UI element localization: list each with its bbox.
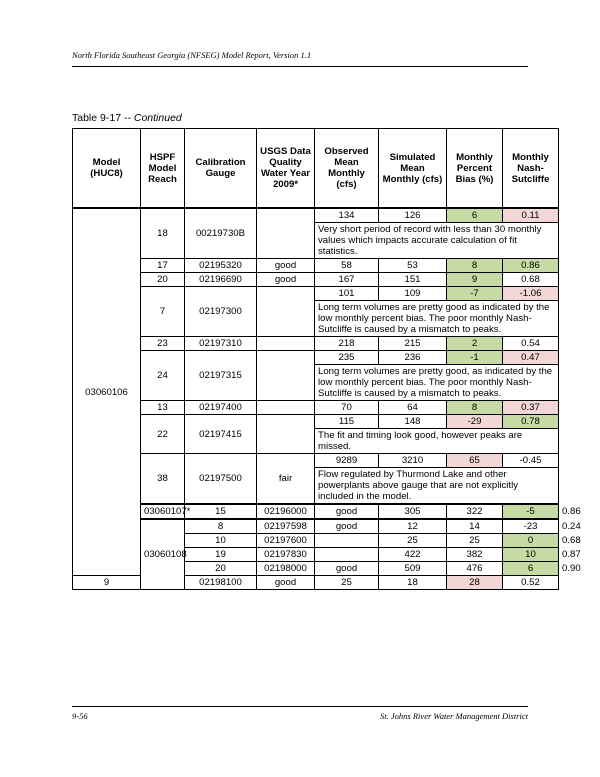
observed-cell: 235 — [315, 351, 379, 365]
nash-cell: 0.52 — [503, 576, 559, 590]
simulated-cell: 476 — [447, 562, 503, 576]
bias-cell: 2 — [447, 337, 503, 351]
quality-cell: good — [257, 273, 315, 287]
gauge-cell: 02197400 — [185, 401, 257, 415]
note-cell: Very short period of record with less than 30 monthly values which impacts accurate calculation of fit statistics. — [315, 223, 559, 259]
bias-cell: -29 — [447, 415, 503, 429]
col-header-gauge: Calibration Gauge — [185, 129, 257, 209]
quality-cell: good — [315, 562, 379, 576]
col-header-quality: USGS Data Quality Water Year 2009* — [257, 129, 315, 209]
table-row: 10 02197600 25 25 0 0.68 — [73, 534, 559, 548]
note-cell: The fit and timing look good, however peaks are missed. — [315, 429, 559, 454]
note-cell: Long term volumes are pretty good, as indicated by the low monthly percent bias. The poor monthly Nash-Sutcliffe is caused by a mismatch to peaks. — [315, 365, 559, 401]
bias-cell: 6 — [503, 562, 559, 576]
observed-cell: 305 — [379, 504, 447, 519]
gauge-cell: 02197310 — [185, 337, 257, 351]
quality-cell — [257, 208, 315, 259]
simulated-cell: 382 — [447, 548, 503, 562]
nash-cell: 0.11 — [503, 208, 559, 223]
reach-cell: 15 — [185, 504, 257, 519]
simulated-cell: 215 — [379, 337, 447, 351]
gauge-cell: 02195320 — [185, 259, 257, 273]
reach-cell: 23 — [141, 337, 185, 351]
observed-cell: 422 — [379, 548, 447, 562]
nash-cell: 0.37 — [503, 401, 559, 415]
table-row — [73, 401, 559, 415]
col-header-simulated: Simulated Mean Monthly (cfs) — [379, 129, 447, 209]
note-cell: Long term volumes are pretty good as indicated by the low monthly percent bias. The poor monthly Nash-Sutcliffe is caused by a mismatch to peaks. — [315, 301, 559, 337]
reach-cell: 18 — [141, 208, 185, 259]
gauge-cell: 02197600 — [257, 534, 315, 548]
bias-cell: -1 — [447, 351, 503, 365]
table-row — [73, 273, 559, 287]
quality-cell — [257, 287, 315, 337]
huc-cell: 03060107* — [141, 504, 185, 519]
simulated-cell: 25 — [447, 534, 503, 548]
quality-cell: good — [257, 259, 315, 273]
footer-organization: St. Johns River Water Management District — [380, 711, 528, 721]
reach-cell: 20 — [141, 273, 185, 287]
bias-cell: 6 — [447, 208, 503, 223]
quality-cell: good — [315, 519, 379, 534]
gauge-cell: 02197598 — [257, 519, 315, 534]
gauge-cell: 02197830 — [257, 548, 315, 562]
table-row — [73, 259, 559, 273]
reach-cell: 24 — [141, 351, 185, 401]
nash-cell: 0.54 — [503, 337, 559, 351]
table-row — [73, 351, 559, 365]
observed-cell: 509 — [379, 562, 447, 576]
simulated-cell: 151 — [379, 273, 447, 287]
simulated-cell: 126 — [379, 208, 447, 223]
simulated-cell: 53 — [379, 259, 447, 273]
gauge-cell: 02196690 — [185, 273, 257, 287]
table-caption — [72, 112, 182, 124]
table-row — [73, 287, 559, 301]
nash-cell: 0.68 — [503, 273, 559, 287]
bias-cell: -5 — [503, 504, 559, 519]
quality-cell — [257, 337, 315, 351]
quality-cell — [315, 548, 379, 562]
simulated-cell: 322 — [447, 504, 503, 519]
bias-cell: 65 — [447, 454, 503, 468]
bias-cell: 10 — [503, 548, 559, 562]
observed-cell: 12 — [379, 519, 447, 534]
table-row: 19 02197830 422 382 10 0.87 — [73, 548, 559, 562]
table-row — [73, 337, 559, 351]
table-row — [73, 415, 559, 429]
reach-cell: 38 — [141, 454, 185, 505]
simulated-cell: 64 — [379, 401, 447, 415]
caption-continued: Continued — [133, 112, 182, 124]
gauge-cell: 02198100 — [185, 576, 257, 590]
table-row — [73, 454, 559, 468]
gauge-cell: 02197415 — [185, 415, 257, 454]
reach-cell: 19 — [185, 548, 257, 562]
reach-cell: 22 — [141, 415, 185, 454]
col-header-nash: Monthly Nash-Sutcliffe — [503, 129, 559, 209]
bias-cell: 8 — [447, 401, 503, 415]
table-row: 03060107* 15 02196000 good 305 322 -5 0.86 — [73, 504, 559, 519]
simulated-cell: 236 — [379, 351, 447, 365]
reach-cell: 8 — [185, 519, 257, 534]
col-header-reach: HSPF Model Reach — [141, 129, 185, 209]
quality-cell — [257, 351, 315, 401]
observed-cell: 115 — [315, 415, 379, 429]
quality-cell — [315, 534, 379, 548]
reach-cell: 9 — [73, 576, 141, 590]
nash-cell: 0.86 — [503, 259, 559, 273]
nash-cell: -1.06 — [503, 287, 559, 301]
observed-cell: 9289 — [315, 454, 379, 468]
reach-cell: 7 — [141, 287, 185, 337]
gauge-cell: 02197300 — [185, 287, 257, 337]
quality-cell: good — [315, 504, 379, 519]
quality-cell — [257, 401, 315, 415]
simulated-cell: 109 — [379, 287, 447, 301]
huc-cell: 03060106 — [73, 208, 141, 576]
reach-cell: 17 — [141, 259, 185, 273]
header-row — [73, 129, 559, 209]
observed-cell: 134 — [315, 208, 379, 223]
quality-cell: good — [257, 576, 315, 590]
table-row — [73, 208, 559, 223]
caption-label: Table 9-17 -- — [72, 112, 134, 124]
reach-cell: 10 — [185, 534, 257, 548]
footer-rule — [72, 706, 528, 707]
observed-cell: 167 — [315, 273, 379, 287]
nash-cell: -0.45 — [503, 454, 559, 468]
bias-cell: -7 — [447, 287, 503, 301]
huc-cell: 03060108 — [141, 519, 185, 590]
quality-cell — [257, 415, 315, 454]
col-header-observed: Observed Mean Monthly (cfs) — [315, 129, 379, 209]
bias-cell: 9 — [447, 273, 503, 287]
page-header: North Florida Southeast Georgia (NFSEG) Model Report, Version 1.1 — [72, 50, 312, 60]
gauge-cell: 00219730B — [185, 208, 257, 259]
observed-cell: 58 — [315, 259, 379, 273]
note-cell: Flow regulated by Thurmond Lake and other powerplants above gauge that are not explicitly included in the model. — [315, 468, 559, 505]
observed-cell: 218 — [315, 337, 379, 351]
simulated-cell: 14 — [447, 519, 503, 534]
nash-cell: 0.47 — [503, 351, 559, 365]
gauge-cell: 02197315 — [185, 351, 257, 401]
col-header-bias: Monthly Percent Bias (%) — [447, 129, 503, 209]
quality-cell: fair — [257, 454, 315, 505]
nash-cell: 0.78 — [503, 415, 559, 429]
bias-cell: 8 — [447, 259, 503, 273]
page-number: 9-56 — [72, 711, 88, 721]
gauge-cell: 02198000 — [257, 562, 315, 576]
simulated-cell: 18 — [379, 576, 447, 590]
observed-cell: 70 — [315, 401, 379, 415]
simulated-cell: 3210 — [379, 454, 447, 468]
observed-cell: 25 — [379, 534, 447, 548]
observed-cell: 101 — [315, 287, 379, 301]
reach-cell: 13 — [141, 401, 185, 415]
bias-cell: 28 — [447, 576, 503, 590]
header-rule — [72, 66, 528, 67]
calibration-table — [72, 128, 581, 590]
table-row: 03060108 8 02197598 good 12 14 -23 0.24 — [73, 519, 559, 534]
gauge-cell: 02197500 — [185, 454, 257, 505]
observed-cell: 25 — [315, 576, 379, 590]
col-header-model: Model (HUC8) — [73, 129, 141, 209]
reach-cell: 20 — [185, 562, 257, 576]
bias-cell: 0 — [503, 534, 559, 548]
simulated-cell: 148 — [379, 415, 447, 429]
table-row: 20 02198000 good 509 476 6 0.90 — [73, 562, 559, 576]
gauge-cell: 02196000 — [257, 504, 315, 519]
bias-cell: -23 — [503, 519, 559, 534]
